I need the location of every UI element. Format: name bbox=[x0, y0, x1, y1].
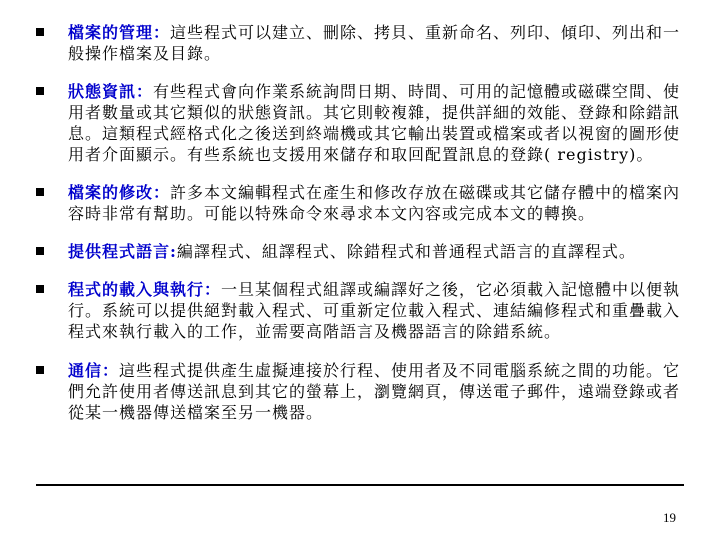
square-bullet-icon bbox=[36, 87, 44, 95]
item-term: 通信： bbox=[68, 361, 120, 380]
item-text: 有些程式會向作業系統詢問日期、時間、可用的記憶體或磁碟空間、使用者數量或其它類似的狀態資訊。其它則較複雜，提供詳細的效能、登錄和除錯訊息。這類程式經格式化之後送到終端機或其它輸出裝置或檔案或者以視窗的圖形使用者介面顯示。有些系統也支援用來儲存和取回配置訊息的登錄( registry)。 bbox=[68, 82, 681, 164]
square-bullet-icon bbox=[36, 285, 44, 293]
item-term: 狀態資訊： bbox=[68, 82, 154, 101]
item-term: 檔案的管理： bbox=[68, 23, 171, 42]
item-text: 編譯程式、組譯程式、除錯程式和普通程式語言的直譯程式。 bbox=[176, 242, 636, 261]
item-term: 檔案的修改： bbox=[68, 183, 171, 202]
square-bullet-icon bbox=[36, 247, 44, 255]
item-text: 這些程式提供產生虛擬連接於行程、使用者及不同電腦系統之間的功能。它們允許使用者傳送訊息到其它的螢幕上，瀏覽網頁，傳送電子郵件，遠端登錄或者從某一機器傳送檔案至另一機器。 bbox=[68, 361, 681, 422]
list-item bbox=[36, 22, 690, 64]
page-number: 19 bbox=[663, 510, 676, 525]
square-bullet-icon bbox=[36, 188, 44, 196]
list-item bbox=[36, 360, 690, 423]
list-item bbox=[36, 81, 690, 165]
item-text: 許多本文編輯程式在產生和修改存放在磁碟或其它儲存體中的檔案內容時非常有幫助。可能以特殊命令來尋求本文內容或完成本文的轉換。 bbox=[68, 183, 681, 223]
list-item bbox=[36, 241, 690, 262]
item-term: 程式的載入與執行： bbox=[68, 280, 222, 299]
square-bullet-icon bbox=[36, 366, 44, 374]
item-text: 一旦某個程式組譯或編譯好之後，它必須載入記憶體中以便執行。系統可以提供絕對載入程式、可重新定位載入程式、連結編修程式和重疊載入程式來執行載入的工作，並需要高階語言及機器語言的除錯系統。 bbox=[68, 280, 681, 341]
footer-divider bbox=[36, 484, 684, 486]
item-text: 這些程式可以建立、刪除、拷貝、重新命名、列印、傾印、列出和一般操作檔案及目錄。 bbox=[68, 23, 681, 63]
item-term: 提供程式語言: bbox=[68, 242, 177, 261]
list-item bbox=[36, 279, 690, 342]
list-item bbox=[36, 182, 690, 224]
square-bullet-icon bbox=[36, 28, 44, 36]
bullet-list bbox=[36, 22, 690, 440]
